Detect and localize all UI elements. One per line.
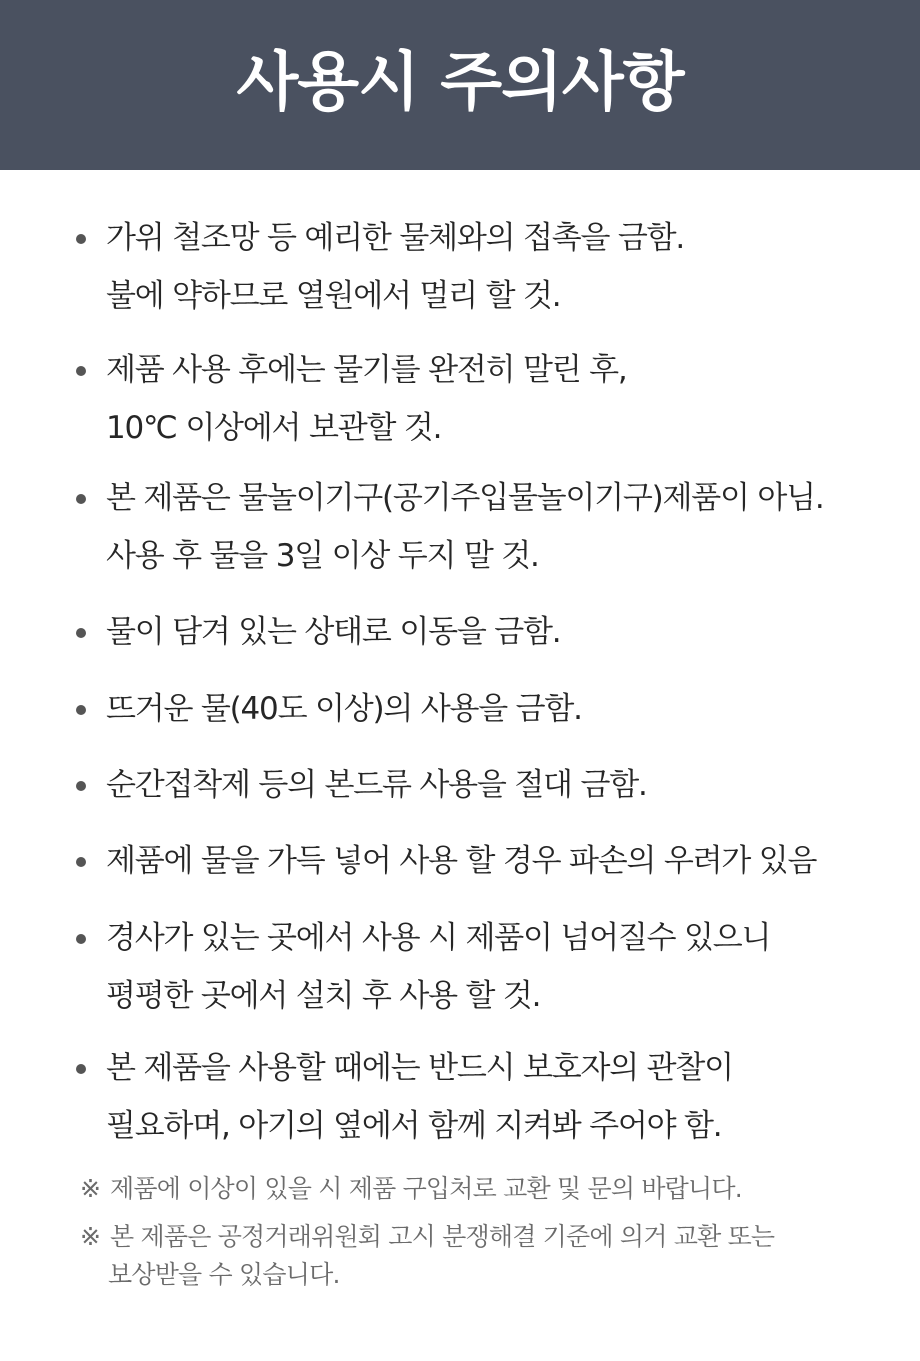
item-line: 본 제품을 사용할 때에는 반드시 보호자의 관찰이 (106, 1050, 733, 1086)
item-line: 가위 철조망 등 예리한 물체와의 접촉을 금함. (106, 220, 685, 256)
reference-mark-icon: ※ (80, 1174, 101, 1203)
item-line: 뜨거운 물(40도 이상)의 사용을 금함. (106, 691, 582, 727)
item-line: 순간접착제 등의 본드류 사용을 절대 금함. (106, 767, 647, 803)
item-line: 본 제품은 물놀이기구(공기주입물놀이기구)제품이 아님. (106, 480, 824, 516)
bullet-icon (76, 934, 86, 944)
bullet-icon (76, 234, 86, 244)
item-line: 10℃ 이상에서 보관할 것. (106, 410, 442, 446)
header-banner (0, 0, 920, 170)
bullet-icon (76, 366, 86, 376)
page-title: 사용시 주의사항 (236, 46, 684, 120)
bullet-icon (76, 628, 86, 638)
item-line: 물이 담겨 있는 상태로 이동을 금함. (106, 614, 561, 650)
bullet-icon (76, 1064, 86, 1074)
bullet-icon (76, 494, 86, 504)
item-line: 불에 약하므로 열원에서 멀리 할 것. (106, 278, 561, 314)
item-line: 경사가 있는 곳에서 사용 시 제품이 넘어질수 있으니 (106, 920, 771, 956)
item-line: 제품에 물을 가득 넣어 사용 할 경우 파손의 우려가 있음 (106, 843, 817, 879)
reference-mark-icon: ※ (80, 1222, 101, 1251)
note-line: 제품에 이상이 있을 시 제품 구입처로 교환 및 문의 바랍니다. (110, 1174, 742, 1203)
bullet-icon (76, 705, 86, 715)
item-line: 제품 사용 후에는 물기를 완전히 말린 후, (106, 352, 627, 388)
item-line: 사용 후 물을 3일 이상 두지 말 것. (106, 538, 539, 574)
note-line: 본 제품은 공정거래위원회 고시 분쟁해결 기준에 의거 교환 또는 (110, 1222, 775, 1251)
note-line: 보상받을 수 있습니다. (108, 1260, 340, 1289)
item-line: 필요하며, 아기의 옆에서 함께 지켜봐 주어야 함. (106, 1108, 722, 1144)
item-line: 평평한 곳에서 설치 후 사용 할 것. (106, 978, 541, 1014)
bullet-icon (76, 857, 86, 867)
bullet-icon (76, 781, 86, 791)
